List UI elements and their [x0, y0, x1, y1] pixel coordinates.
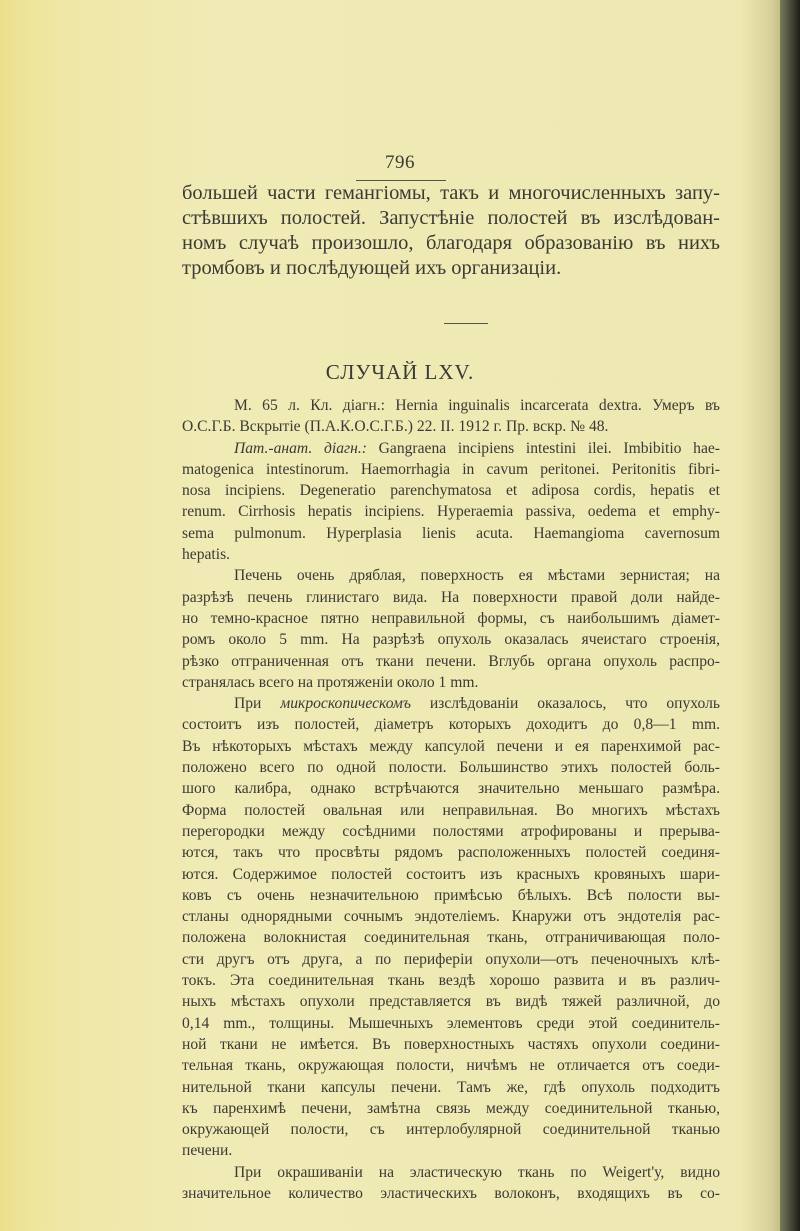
- text-line: положена волокнистая соединительная ткань, отграничивающая поло-: [182, 929, 720, 947]
- text-line: ныхъ мѣстахъ опухоли представляется въ видѣ тяжей различной, до: [182, 993, 720, 1011]
- text-line: значительное количество эластическихъ волоконъ, входящихъ въ со-: [182, 1184, 720, 1202]
- text-line: состоитъ изъ полостей, діаметръ которыхъ доходитъ до 0,8—1 mm.: [182, 716, 720, 734]
- text-line: рѣзко отграниченная отъ ткани печени. Вглубь органа опухоль распро-: [182, 652, 720, 670]
- italic-term: микроскопическомъ: [280, 695, 411, 713]
- text-line: къ паренхимѣ печени, замѣтна связь между соединительной тканью,: [182, 1099, 720, 1117]
- text-line: О.С.Г.Б. Вскрытіе (П.А.К.О.С.Г.Б.) 22. II. 1912 г. Пр. вскр. № 48.: [182, 418, 609, 436]
- text-line: ются, такъ что просвѣты рядомъ расположенныхъ полостей соединя-: [182, 844, 720, 862]
- text-line: номъ случаѣ произошло, благодаря образованію въ нихъ: [182, 232, 720, 254]
- text-line: nosa incipiens. Degeneratio parenchymatosa et adiposa cordis, hepatis et: [182, 482, 720, 500]
- text-line: ной ткани не имѣется. Въ поверхностныхъ частяхъ опухоли соедини-: [182, 1035, 720, 1053]
- text-line: тромбовъ и послѣдующей ихъ организаціи.: [182, 257, 562, 279]
- page-number: 796: [385, 152, 415, 173]
- text-line: Печень очень дряблая, поверхность ея мѣстами зернистая; на: [234, 567, 720, 585]
- text-line: разрѣзѣ печень глинистаго вида. На поверхности правой доли найде-: [182, 588, 720, 606]
- text-line: перегородки между сосѣдними полостями атрофированы и прерыва-: [182, 822, 720, 840]
- text-line: 0,14 mm., толщины. Мышечныхъ элементовъ среди этой соединитель-: [182, 1014, 720, 1032]
- text-span: Gangraena incipiens intestini ilei. Imbibitio hae-: [366, 439, 720, 457]
- text-line: ковъ съ очень незначительною примѣсью бѣлыхъ. Всѣ полости вы-: [182, 886, 720, 904]
- text-line: но темно-красное пятно неправильной формы, съ наибольшимъ діамет-: [182, 609, 720, 627]
- text-line: шого калибра, однако встрѣчаются значительно меньшаго размѣра.: [182, 780, 720, 798]
- text-line: Форма полостей овальная или неправильная. Во многихъ мѣстахъ: [182, 801, 720, 819]
- text-span: изслѣдованіи оказалось, что опухоль: [410, 695, 720, 713]
- text-line: При окрашиваніи на эластическую ткань по Weigert'у, видно: [234, 1163, 720, 1181]
- adjacent-page-edge: [780, 0, 800, 1231]
- text-line: renum. Cirrhosis hepatis incipiens. Hyperaemia passiva, oedema et emphy-: [182, 503, 720, 521]
- text-line: matogenica intestinorum. Haemorrhagia in cavum peritonei. Peritonitis fibri-: [182, 460, 720, 478]
- text-line: нительной ткани капсулы печени. Тамъ же, гдѣ опухоль подходитъ: [182, 1078, 720, 1096]
- text-line: странялась всего на протяженіи около 1 mm.: [182, 673, 479, 691]
- intro-paragraph: [182, 181, 720, 281]
- section-separator: [444, 323, 488, 324]
- text-line: печени.: [182, 1142, 233, 1160]
- case-body: [182, 395, 720, 1204]
- text-line: стланы однорядными сочнымъ эндотеліемъ. Кнаружи отъ эндотелія рас-: [182, 908, 720, 926]
- case-title: СЛУЧАЙ LXV.: [325, 360, 475, 384]
- text-line: ются. Содержимое полостей состоитъ изъ красныхъ кровяныхъ шари-: [182, 865, 720, 883]
- text-line: положено всего по одной полости. Большинство этихъ полостей боль-: [182, 759, 720, 777]
- text-line: Въ нѣкоторыхъ мѣстахъ между капсулой печени и ея паренхимой рас-: [182, 737, 720, 755]
- text-line: окружающей полости, съ интерлобулярной соединительной тканью: [182, 1121, 720, 1139]
- text-line: стѣвшихъ полостей. Запустѣніе полостей въ изслѣдован-: [182, 207, 720, 229]
- text-line: М. 65 л. Кл. діагн.: Hernia inguinalis incarcerata dextra. Умеръ въ: [234, 397, 720, 414]
- text-line: hepatis.: [182, 546, 231, 564]
- paragraph-microscopy: [182, 714, 720, 1161]
- text-span: При: [234, 695, 281, 713]
- text-line: сти другъ отъ друга, а по периферіи опухоли—отъ печеночныхъ клѣ-: [182, 950, 720, 968]
- text-line: ромъ около 5 mm. На разрѣзѣ опухоль оказалась ячеистаго строенія,: [182, 631, 720, 649]
- text-line: тельная ткань, окружающая полости, ничѣмъ не отличается отъ соеди-: [182, 1057, 720, 1075]
- text-line: sema pulmonum. Hyperplasia lienis acuta. Haemangioma cavernosum: [182, 524, 720, 542]
- text-line: большей части гемангіомы, такъ и многочисленныхъ запу-: [182, 182, 720, 204]
- text-line: токъ. Эта соединительная ткань вездѣ хорошо развита и въ различ-: [182, 972, 720, 990]
- text-line: [182, 693, 720, 714]
- diagnosis-label: Пат.-анат. діагн.:: [234, 439, 367, 457]
- text-line: [182, 438, 720, 459]
